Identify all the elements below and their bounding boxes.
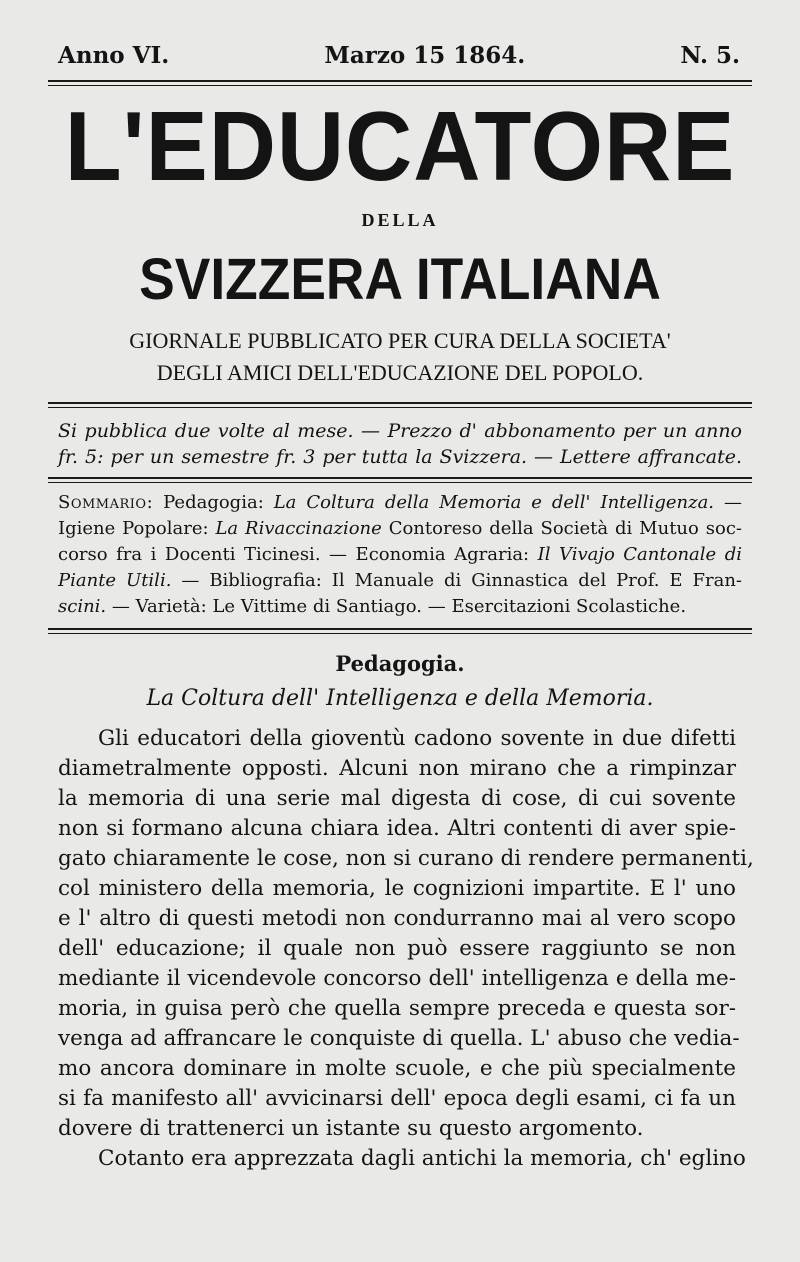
article-line: venga ad affrancare le conquiste di quella. L' abuso che vedia- [58,1026,740,1051]
summary-label: Sommario: [58,492,154,513]
article-line: la memoria di una serie mal digesta di cose, di cui sovente [58,786,736,811]
summary-rule-top [48,477,752,479]
article-line: col ministero della memoria, le cognizioni impartite. E l' uno [58,876,736,901]
article-line: mo ancora dominare in molte scuole, e che più specialmente [58,1056,736,1081]
article-line: diametralmente opposti. Alcuni non mirano che a rimpinzar [58,756,736,781]
masthead-rule [48,402,752,404]
article-title: La Coltura dell' Intelligenza e della Memoria. [146,686,654,711]
summary-rule-top-thin [48,482,752,483]
summary [58,490,742,620]
summary-line: scini. — Varietà: Le Vittime di Santiago. — Esercitazioni Scolastiche. [58,596,687,617]
header-line [58,42,740,69]
publication-info-line2: fr. 5: per un semestre fr. 3 per tutta la Svizzera. — Lettere affrancate. [58,446,742,468]
section-heading: Pedagogia. [335,651,465,676]
publication-info-line1: Si pubblica due volte al mese. — Prezzo d' abbonamento per un anno [58,420,742,442]
publication-info [58,418,742,470]
date-label: Marzo 15 1864. [324,42,526,69]
article-line: dovere di trattenerci un istante su questo argomento. [58,1116,644,1141]
masthead-subtitle: SVIZZERA ITALIANA [139,247,661,312]
summary-line: Sommario: Pedagogia: La Coltura della Memoria e dell' Intelligenza. — [58,492,742,513]
masthead-org-line2: DEGLI AMICI DELL'EDUCAZIONE DEL POPOLO. [156,360,644,385]
masthead-title: L'EDUCATORE [64,91,736,201]
article-line: si fa manifesto all' avvicinarsi dell' epoca degli esami, ci fa un [58,1086,736,1111]
masthead-org-line1: GIORNALE PUBBLICATO PER CURA DELLA SOCIETA' [129,328,671,353]
year-label: Anno VI. [58,42,170,69]
article-line: mediante il vicendevole concorso dell' intelligenza e della me- [58,966,736,991]
summary-line: Piante Utili. — Bibliografia: Il Manuale di Ginnastica del Prof. E Fran- [58,570,742,591]
article-body [58,724,754,1174]
article-line: gato chiaramente le cose, non si curano di rendere permanenti, [58,846,754,871]
header-rule [48,80,752,82]
article-line: Cotanto era apprezzata dagli antichi la memoria, ch' eglino [98,1146,746,1171]
summary-rule-bottom [48,628,752,630]
masthead-rule-thin [48,407,752,408]
summary-line: Igiene Popolare: La Rivaccinazione Contoreso della Società di Mutuo soc- [58,518,742,539]
summary-rule-bottom-thin [48,633,752,634]
issue-label: N. 5. [680,42,740,69]
summary-line: corso fra i Docenti Ticinesi. — Economia Agraria: Il Vivajo Cantonale di [58,544,742,565]
header-rule-thin [48,85,752,86]
article-line: dell' educazione; il quale non può essere raggiunto se non [58,936,736,961]
article-line: non si formano alcuna chiara idea. Altri contenti di aver spie- [58,816,736,841]
article-line: Gli educatori della gioventù cadono sovente in due difetti [98,726,736,751]
masthead-della: DELLA [361,210,439,230]
article-line: moria, in guisa però che quella sempre preceda e questa sor- [58,996,736,1021]
article-line: e l' altro di questi metodi non condurranno mai al vero scopo [58,906,736,931]
